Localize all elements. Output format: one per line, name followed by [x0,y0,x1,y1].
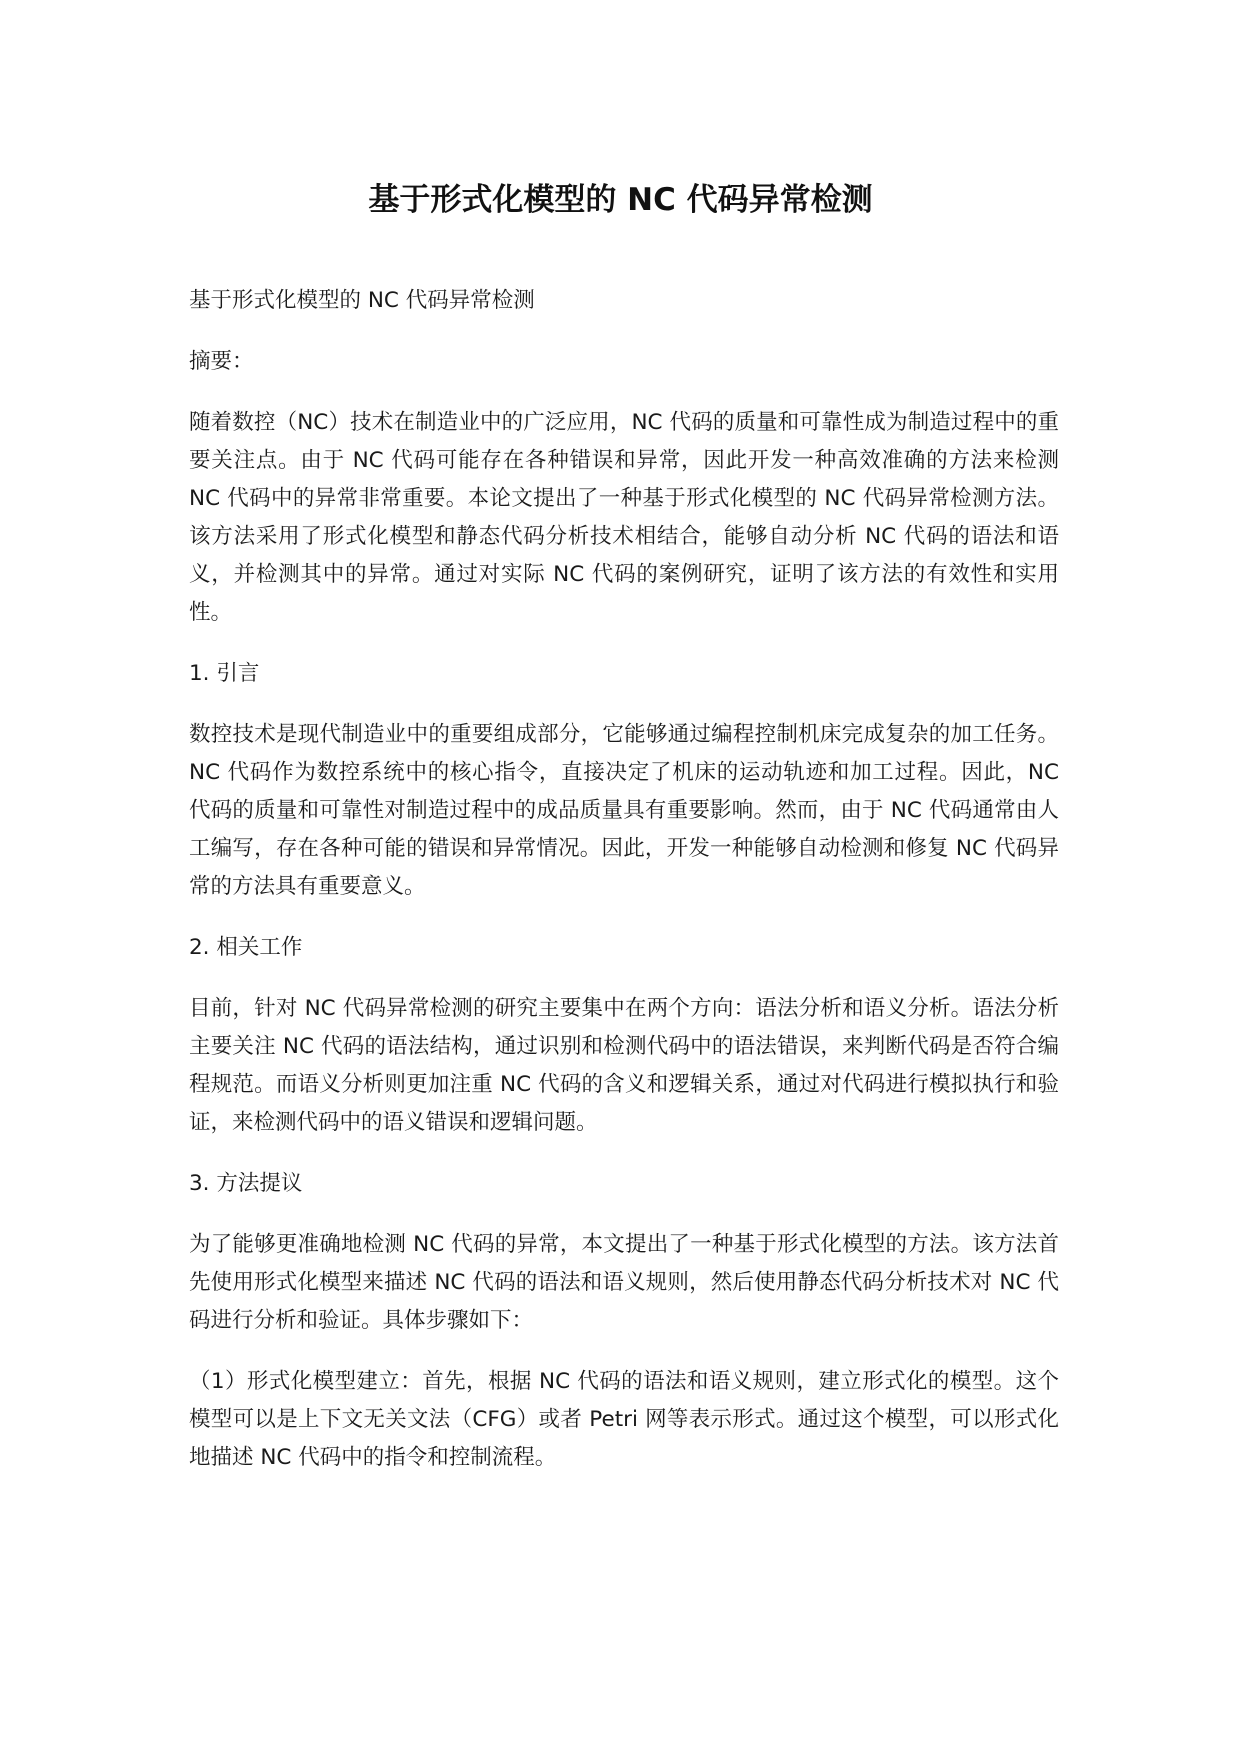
abstract-paragraph: 随着数控（NC）技术在制造业中的广泛应用，NC 代码的质量和可靠性成为制造过程中的重要关注点。由于 NC 代码可能存在各种错误和异常，因此开发一种高效准确的方法来检测 NC 代码中的异常非常重要。本论文提出了一种基于形式化模型的 NC 代码异常检测方法。该方法采用了形式化模型和静态代码分析技术相结合，能够自动分析 NC 代码的语法和语义，并检测其中的异常。通过对实际 NC 代码的案例研究，证明了该方法的有效性和实用性。 [189,410,1059,625]
method-step-1-paragraph: （1）形式化模型建立：首先，根据 NC 代码的语法和语义规则，建立形式化的模型。这个模型可以是上下文无关文法（CFG）或者 Petri 网等表示形式。通过这个模型，可以形式化地描述 NC 代码中的指令和控制流程。 [189,1369,1059,1470]
subtitle-paragraph: 基于形式化模型的 NC 代码异常检测 [189,288,535,313]
document-body [189,282,1059,1500]
introduction-paragraph: 数控技术是现代制造业中的重要组成部分，它能够通过编程控制机床完成复杂的加工任务。NC 代码作为数控系统中的核心指令，直接决定了机床的运动轨迹和加工过程。因此，NC 代码的质量和可靠性对制造过程中的成品质量具有重要影响。然而，由于 NC 代码通常由人工编写，存在各种可能的错误和异常情况。因此，开发一种能够自动检测和修复 NC 代码异常的方法具有重要意义。 [189,722,1059,899]
section-heading-method: 3. 方法提议 [189,1171,303,1196]
related-work-paragraph: 目前，针对 NC 代码异常检测的研究主要集中在两个方向：语法分析和语义分析。语法分析主要关注 NC 代码的语法结构，通过识别和检测代码中的语法错误，来判断代码是否符合编程规范。而语义分析则更加注重 NC 代码的含义和逻辑关系，通过对代码进行模拟执行和验证，来检测代码中的语义错误和逻辑问题。 [189,996,1059,1135]
method-paragraph: 为了能够更准确地检测 NC 代码的异常，本文提出了一种基于形式化模型的方法。该方法首先使用形式化模型来描述 NC 代码的语法和语义规则，然后使用静态代码分析技术对 NC 代码进行分析和验证。具体步骤如下： [189,1232,1059,1333]
abstract-heading: 摘要： [189,349,254,374]
section-heading-introduction: 1. 引言 [189,661,260,686]
document-title: 基于形式化模型的 NC 代码异常检测 [368,182,873,218]
section-heading-related-work: 2. 相关工作 [189,935,303,960]
